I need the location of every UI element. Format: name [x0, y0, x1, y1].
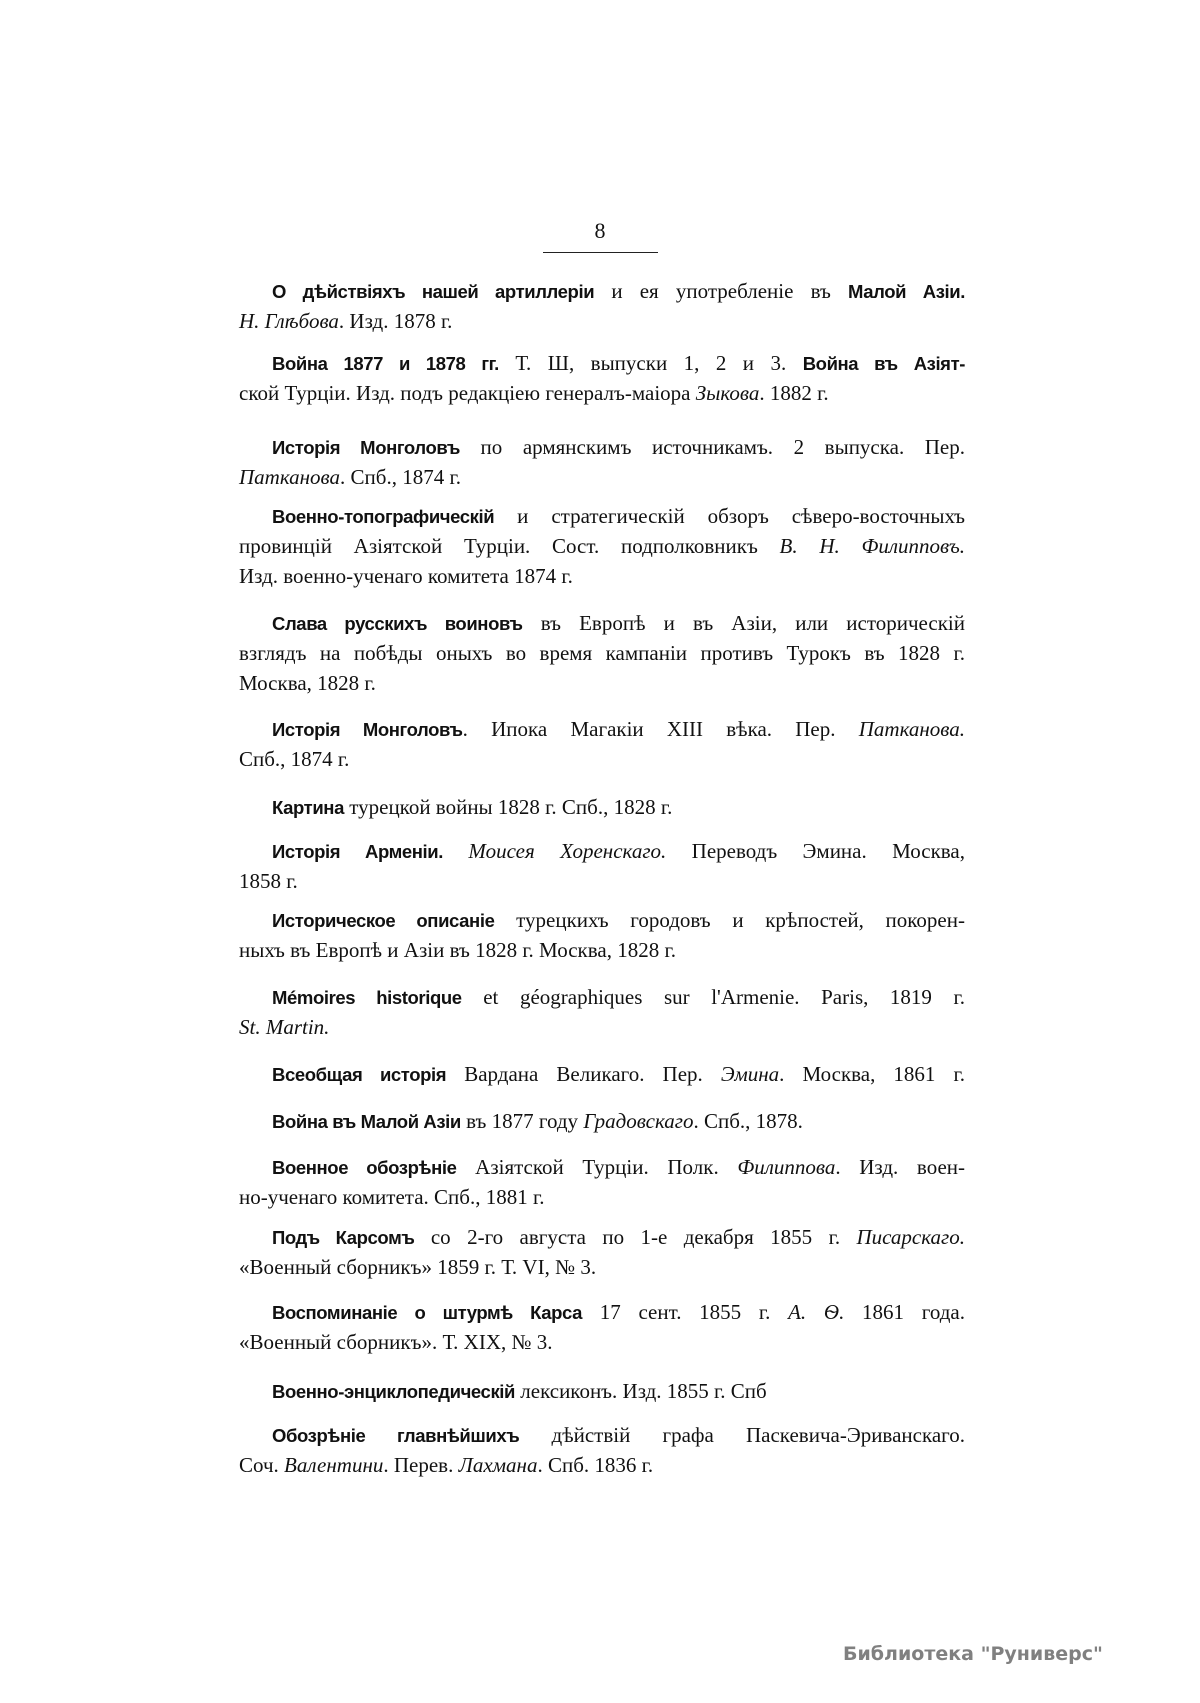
- bibliography-entry: [239, 608, 965, 698]
- entry-line: [239, 501, 965, 531]
- entry-line: [239, 836, 965, 866]
- entry-text: . Перев.: [383, 1453, 459, 1477]
- entry-author: Лахмана: [458, 1453, 538, 1477]
- entry-text: въ 1877 году: [460, 1109, 584, 1133]
- entry-text: ныхъ въ Европѣ и Азiи въ 1828 г. Москва, 1828 г.: [239, 938, 676, 962]
- entry-author: А. Ѳ.: [788, 1300, 845, 1324]
- entry-line: [239, 1059, 965, 1089]
- bibliography-entry: [239, 982, 965, 1042]
- bibliography-entry: [239, 1106, 965, 1136]
- entry-title: Обозрѣнiе главнѣйшихъ: [272, 1425, 520, 1446]
- entry-line: [239, 668, 965, 698]
- entry-text: и стратегическiй обзоръ сѣверо-восточныхъ: [494, 504, 965, 528]
- entry-line: [239, 561, 965, 591]
- entry-title: Картина: [272, 797, 344, 818]
- entry-line: [239, 1297, 965, 1327]
- entry-text: . Спб., 1878.: [693, 1109, 803, 1133]
- entry-title: Исторiя Монголовъ: [272, 719, 463, 740]
- entry-author: В. Н. Филипповъ.: [779, 534, 966, 558]
- entry-text: въ Европѣ и въ Азiи, или историческiй: [522, 611, 965, 635]
- entry-author: Филиппова: [737, 1155, 836, 1179]
- entry-text: Москва, 1828 г.: [239, 671, 376, 695]
- entry-title: Военно-энциклопедическiй: [272, 1381, 516, 1402]
- entry-line: [239, 1420, 965, 1450]
- entry-text: . 1882 г.: [759, 381, 829, 405]
- entry-line: [239, 432, 965, 462]
- entry-text: «Военный сборникъ» 1859 г. Т. VI, № 3.: [239, 1255, 597, 1279]
- entry-line: [239, 531, 965, 561]
- entry-text: лексиконъ. Изд. 1855 г. Спб: [515, 1379, 767, 1403]
- entry-line: [239, 1182, 965, 1212]
- bibliography-entry: [239, 1376, 965, 1406]
- entry-line: [239, 462, 965, 492]
- entry-text: ской Турцiи. Изд. подъ редакцiею генералъ-маiора: [239, 381, 696, 405]
- entry-text: Соч.: [239, 1453, 285, 1477]
- entry-author: Патканова.: [858, 717, 966, 741]
- entry-text: 1858 г.: [239, 869, 298, 893]
- entry-author: Валентини: [284, 1453, 384, 1477]
- entry-title: Исторiя Монголовъ: [272, 437, 460, 458]
- entry-title: Воспоминанiе о штурмѣ Карса: [272, 1302, 583, 1323]
- bibliography-entry: [239, 714, 965, 774]
- entry-title: Война въ Малой Азiи: [272, 1111, 461, 1132]
- entry-text: «Военный сборникъ». Т. XIX, № 3.: [239, 1330, 553, 1354]
- entry-line: [239, 348, 965, 378]
- entry-line: [239, 608, 965, 638]
- entry-line: [239, 378, 965, 408]
- entry-text: дѣйствiй графа Паскевича-Эриванскаго.: [519, 1423, 966, 1447]
- entry-text: Т. Ш, выпуски 1, 2 и 3.: [498, 351, 803, 375]
- entry-line: [239, 792, 965, 822]
- entry-line: [239, 982, 965, 1012]
- entry-line: [239, 638, 965, 668]
- entry-text: et géographiques sur l'Armenie. Paris, 1819 г.: [461, 985, 965, 1009]
- entry-line: [239, 714, 965, 744]
- entry-text: Изд. военно-ученаго комитета 1874 г.: [239, 564, 573, 588]
- entry-title: Война 1877 и 1878 гг.: [272, 353, 499, 374]
- entry-line: [239, 905, 965, 935]
- entry-line: [239, 1252, 965, 1282]
- entry-text: турецкой войны 1828 г. Спб., 1828 г.: [343, 795, 673, 819]
- bibliography-entry: [239, 348, 965, 408]
- entry-title: Исторiя Арменiи.: [272, 841, 444, 862]
- entry-line: [239, 1450, 965, 1480]
- entry-title: Слава русскихъ воиновъ: [272, 613, 523, 634]
- entry-line: [239, 306, 965, 336]
- bibliography-entry: [239, 432, 965, 492]
- entry-author: St. Martin.: [239, 1015, 330, 1039]
- library-watermark: Библиотека "Руниверс": [843, 1643, 1103, 1665]
- entry-text: . Изд. 1878 г.: [338, 309, 453, 333]
- entry-title: О дѣйствiяхъ нашей артиллерiи: [272, 281, 595, 302]
- entry-author: Эмина: [720, 1062, 780, 1086]
- entry-title: Mémoires historique: [272, 987, 462, 1008]
- entry-text: Азiятской Турцiи. Полк.: [456, 1155, 738, 1179]
- bibliography-entry: [239, 1222, 965, 1282]
- entry-title: Историческое описанiе: [272, 910, 495, 931]
- entry-text: . Спб. 1836 г.: [537, 1453, 654, 1477]
- entry-title: Военно-топографическiй: [272, 506, 495, 527]
- header-rule: [543, 252, 658, 253]
- entry-author: Зыкова: [695, 381, 760, 405]
- bibliography-entry: [239, 1152, 965, 1212]
- page-number: 8: [594, 218, 606, 243]
- entry-line: [239, 1152, 965, 1182]
- entry-text: . Спб., 1874 г.: [340, 465, 461, 489]
- bibliography-entry: [239, 1059, 965, 1089]
- entry-line: [239, 866, 965, 896]
- entry-text: Переводъ Эмина. Москва,: [666, 839, 966, 863]
- bibliography-entry: [239, 905, 965, 965]
- entry-text: и ея употребленie въ: [594, 279, 849, 303]
- entry-text: Спб., 1874 г.: [239, 747, 350, 771]
- entry-title: Подъ Карсомъ: [272, 1227, 415, 1248]
- entry-line: [239, 1376, 965, 1406]
- entry-text: по армянскимъ источникамъ. 2 выпуска. Пер.: [459, 435, 966, 459]
- entry-line: [239, 1012, 965, 1042]
- entry-author: Патканова: [239, 465, 341, 489]
- entry-line: [239, 276, 965, 306]
- entry-text: турецкихъ городовъ и крѣпостей, покорен-: [494, 908, 965, 932]
- entry-line: [239, 1327, 965, 1357]
- entry-author: Н. Глѣбова: [239, 309, 339, 333]
- entry-text: . Ипока Магакiи XIII вѣка. Пер.: [462, 717, 859, 741]
- bibliography-entry: [239, 501, 965, 591]
- entry-text: Вардана Великаго. Пер.: [446, 1062, 721, 1086]
- entry-title: Война въ Азiят-: [802, 353, 966, 374]
- entry-author: Моисея Хоренскаго.: [468, 839, 667, 863]
- entry-author: Градовскаго: [583, 1109, 694, 1133]
- entry-title: Военное обозрѣнiе: [272, 1157, 457, 1178]
- bibliography-entry: [239, 1297, 965, 1357]
- entry-text: [443, 839, 468, 863]
- entry-author: Писарскаго.: [856, 1225, 965, 1249]
- entry-text: со 2-го августа по 1-е декабря 1855 г.: [414, 1225, 857, 1249]
- entry-line: [239, 935, 965, 965]
- entry-text: 17 сент. 1855 г.: [582, 1300, 789, 1324]
- bibliography-entry: [239, 1420, 965, 1480]
- entry-line: [239, 1222, 965, 1252]
- bibliography-entry: [239, 836, 965, 896]
- entry-title: Малой Азiи.: [848, 281, 965, 302]
- bibliography-entry: [239, 276, 965, 336]
- entry-text: взглядъ на побѣды оныхъ во время кампанiи противъ Турокъ въ 1828 г.: [239, 641, 965, 665]
- entry-text: 1861 года.: [844, 1300, 966, 1324]
- entry-text: провинцiй Азiятской Турцiи. Сост. подполковникъ: [239, 534, 780, 558]
- entry-line: [239, 1106, 965, 1136]
- entry-title: Всеобщая исторiя: [272, 1064, 447, 1085]
- entry-text: . Москва, 1861 г.: [779, 1062, 965, 1086]
- entry-text: . Изд. воен-: [835, 1155, 966, 1179]
- entry-text: но-ученаго комитета. Спб., 1881 г.: [239, 1185, 545, 1209]
- bibliography-entry: [239, 792, 965, 822]
- entry-line: [239, 744, 965, 774]
